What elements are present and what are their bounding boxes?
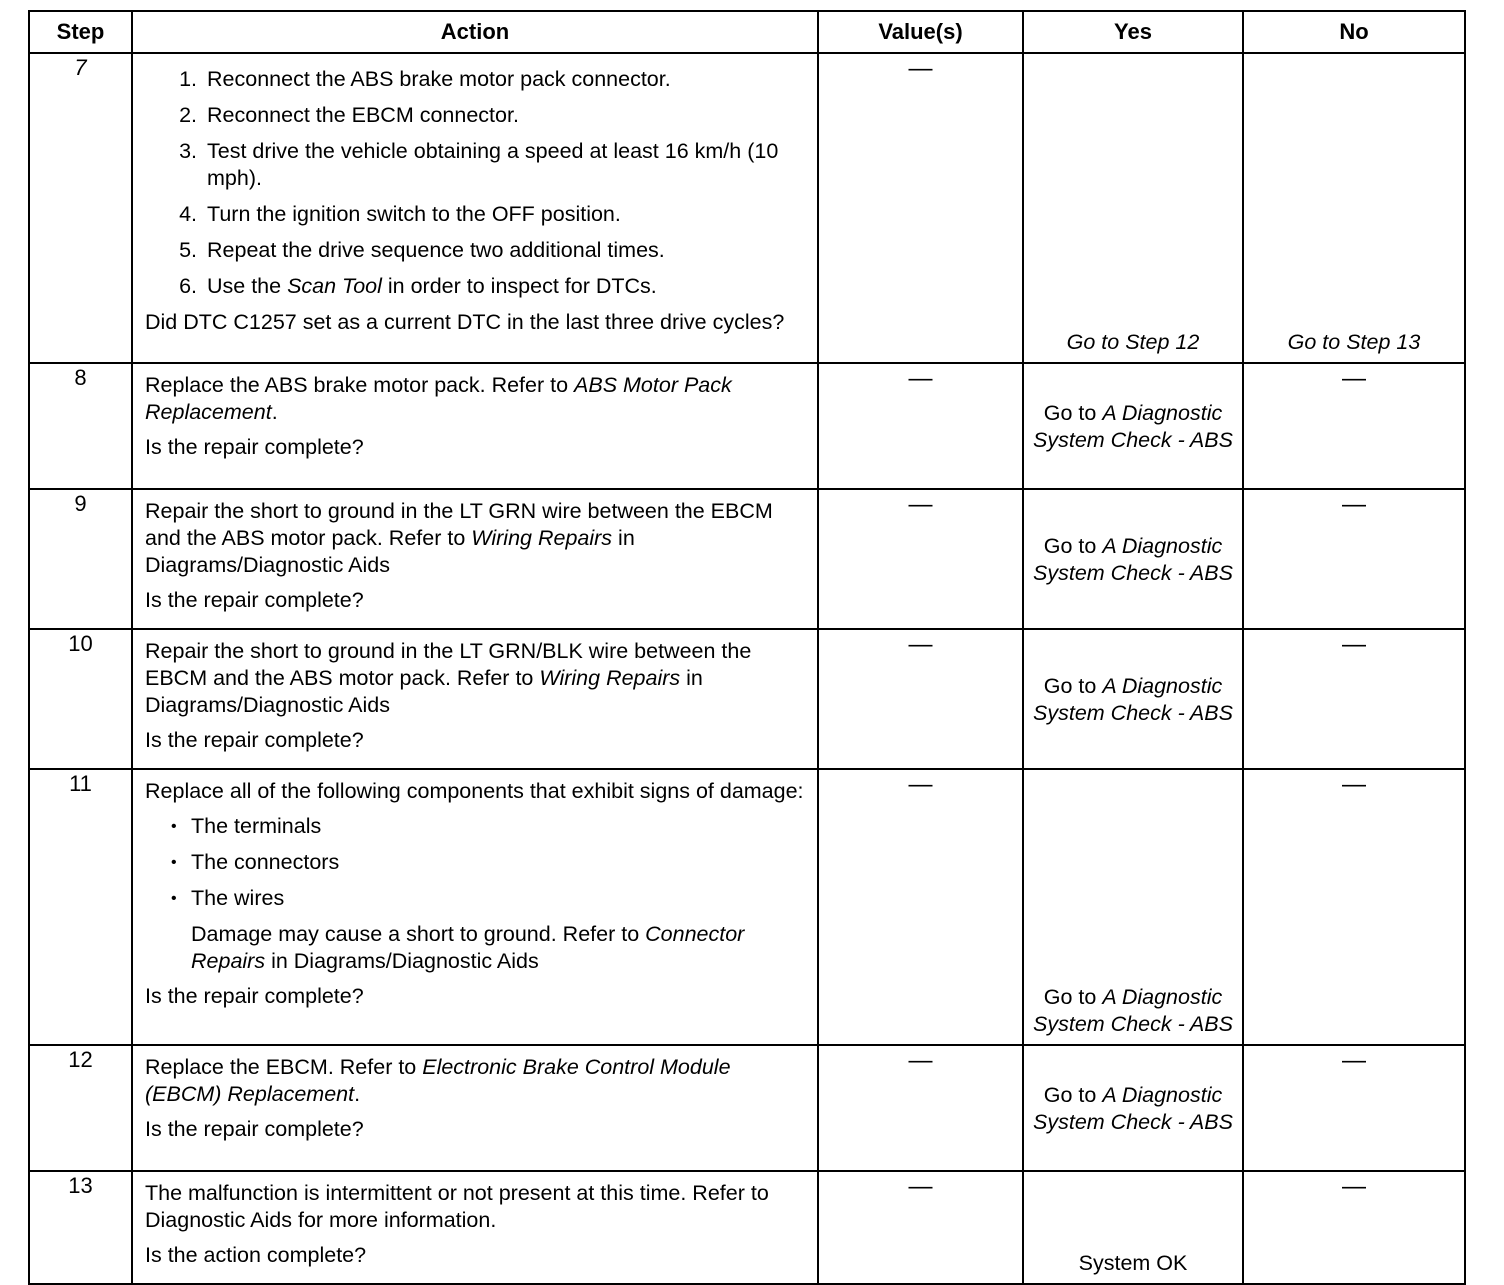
reference-text: Wiring Repairs: [471, 526, 613, 550]
action-question: Did DTC C1257 set as a current DTC in the last three drive cycles?: [145, 310, 785, 334]
yes-link: A Diagnostic System Check - ABS: [1033, 674, 1233, 725]
text-fragment: Replace the ABS brake motor pack. Refer to: [145, 373, 575, 397]
text-fragment: Repair the short to ground in the LT GRN wire between the EBCM and the ABS motor pack. Refer to: [145, 499, 773, 550]
action-question: Is the action complete?: [145, 1243, 367, 1267]
action-cell: [132, 1171, 818, 1284]
value-cell: —: [818, 363, 1023, 489]
yes-link: A Diagnostic System Check - ABS: [1033, 1083, 1233, 1134]
yes-text: Go to: [1043, 985, 1103, 1009]
header-step: Step: [29, 11, 132, 53]
yes-link: A Diagnostic System Check - ABS: [1033, 534, 1233, 585]
yes-cell: [1023, 489, 1243, 629]
list-item: 3. Test drive the vehicle obtaining a speed at least 16 km/h (10 mph).: [203, 138, 809, 192]
action-cell: [132, 489, 818, 629]
yes-link: A Diagnostic System Check - ABS: [1033, 401, 1233, 452]
list-item: • The connectors: [191, 849, 809, 876]
no-cell: —: [1243, 363, 1465, 489]
list-item: 2. Reconnect the EBCM connector.: [203, 102, 809, 129]
step-number: 12: [29, 1045, 132, 1171]
table-row: [29, 1045, 1465, 1171]
step-number: 13: [29, 1171, 132, 1284]
text-fragment: in Diagrams/Diagnostic Aids: [145, 666, 703, 717]
action-question: Is the repair complete?: [145, 728, 364, 752]
step-number: 9: [29, 489, 132, 629]
step-number: 8: [29, 363, 132, 489]
text-fragment: in order to inspect for DTCs.: [381, 274, 657, 298]
value-cell: —: [818, 769, 1023, 1045]
action-steps-list: [145, 66, 809, 300]
yes-text: Go to: [1043, 401, 1103, 425]
step-number: 7: [29, 53, 132, 363]
list-item: 1. Reconnect the ABS brake motor pack connector.: [203, 66, 809, 93]
text-fragment: in Diagrams/Diagnostic Aids: [265, 949, 539, 973]
value-cell: —: [818, 489, 1023, 629]
table-header-row: [29, 11, 1465, 53]
step-number: 10: [29, 629, 132, 769]
value-cell: —: [818, 1045, 1023, 1171]
value-cell: —: [818, 629, 1023, 769]
no-cell: —: [1243, 1045, 1465, 1171]
action-text: [145, 638, 809, 719]
action-cell: [132, 53, 818, 363]
text-fragment: Use the: [207, 274, 288, 298]
yes-text: Go to: [1043, 1083, 1103, 1107]
action-text: [145, 1054, 809, 1108]
text-fragment: Damage may cause a short to ground. Refer to: [191, 922, 646, 946]
text-fragment: in Diagrams/Diagnostic Aids: [145, 526, 635, 577]
value-cell: —: [818, 1171, 1023, 1284]
header-action: Action: [132, 11, 818, 53]
reference-text: Electronic Brake Control Module (EBCM) Replacement: [145, 1055, 731, 1106]
no-cell: —: [1243, 769, 1465, 1045]
header-no: No: [1243, 11, 1465, 53]
action-cell: [132, 629, 818, 769]
action-question: Is the repair complete?: [145, 588, 364, 612]
text-fragment: .: [271, 400, 278, 424]
action-cell: [132, 1045, 818, 1171]
no-cell: —: [1243, 629, 1465, 769]
table-row: [29, 53, 1465, 363]
diagnostic-table: [28, 10, 1466, 1285]
action-cell: [132, 363, 818, 489]
yes-cell: System OK: [1023, 1171, 1243, 1284]
list-item: [203, 273, 809, 300]
table-row: [29, 363, 1465, 489]
yes-cell: [1023, 1045, 1243, 1171]
list-item: • The wires: [191, 885, 809, 912]
table-row: [29, 1171, 1465, 1284]
text-fragment: Repair the short to ground in the LT GRN/BLK wire between the EBCM and the ABS motor pack. Refer to: [145, 639, 752, 690]
header-values: Value(s): [818, 11, 1023, 53]
yes-cell: [1023, 629, 1243, 769]
no-cell: —: [1243, 1171, 1465, 1284]
action-note: [191, 921, 809, 975]
action-cell: [132, 769, 818, 1045]
action-question: Is the repair complete?: [145, 435, 364, 459]
text-fragment: .: [354, 1082, 361, 1106]
no-link: Go to Step 13: [1287, 330, 1421, 354]
action-text: [145, 372, 809, 426]
list-item: 4. Turn the ignition switch to the OFF position.: [203, 201, 809, 228]
action-text: Replace all of the following components that exhibit signs of damage:: [145, 779, 804, 803]
action-question: Is the repair complete?: [145, 984, 364, 1008]
reference-text: Scan Tool: [287, 274, 382, 298]
component-list: [145, 813, 809, 912]
yes-link: A Diagnostic System Check - ABS: [1033, 985, 1233, 1036]
no-cell: —: [1243, 489, 1465, 629]
reference-text: Connector Repairs: [191, 922, 745, 973]
yes-link: Go to Step 12: [1066, 330, 1200, 354]
list-item: 5. Repeat the drive sequence two additional times.: [203, 237, 809, 264]
text-fragment: Replace the EBCM. Refer to: [145, 1055, 423, 1079]
step-number: 11: [29, 769, 132, 1045]
yes-cell: [1023, 769, 1243, 1045]
no-cell: [1243, 53, 1465, 363]
action-question: Is the repair complete?: [145, 1117, 364, 1141]
list-item: • The terminals: [191, 813, 809, 840]
table-row: [29, 489, 1465, 629]
table-row: [29, 629, 1465, 769]
table-row: [29, 769, 1465, 1045]
action-text: The malfunction is intermittent or not present at this time. Refer to Diagnostic Aids for more information.: [145, 1181, 769, 1232]
yes-text: Go to: [1043, 534, 1103, 558]
reference-text: Wiring Repairs: [539, 666, 681, 690]
header-yes: Yes: [1023, 11, 1243, 53]
reference-text: ABS Motor Pack Replacement: [145, 373, 732, 424]
value-cell: —: [818, 53, 1023, 363]
yes-cell: [1023, 53, 1243, 363]
action-text: [145, 498, 809, 579]
yes-cell: [1023, 363, 1243, 489]
yes-text: Go to: [1043, 674, 1103, 698]
